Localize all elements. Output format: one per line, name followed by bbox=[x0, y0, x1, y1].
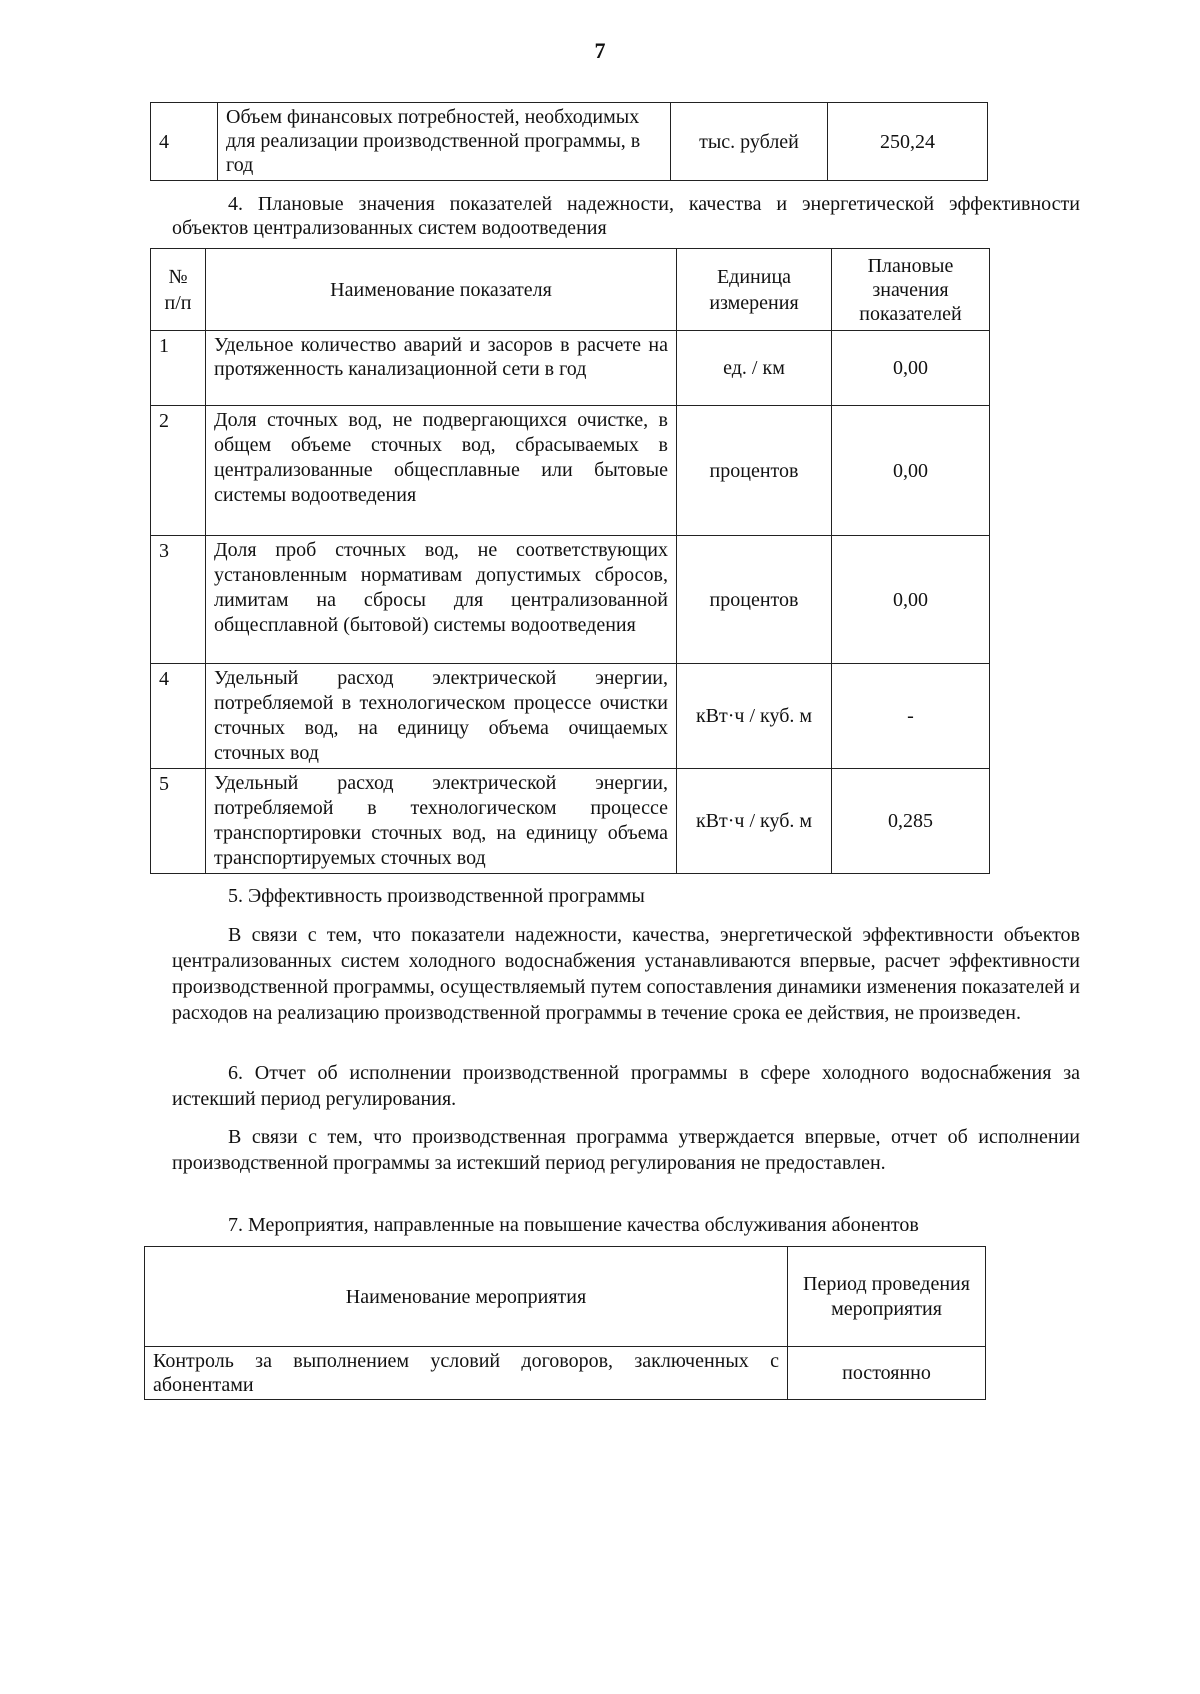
col-header-measure-period: Период проведения мероприятия bbox=[788, 1247, 986, 1347]
row-unit: процентов bbox=[677, 536, 832, 664]
row-value: 0,00 bbox=[832, 536, 990, 664]
row-name: Удельное количество аварий и засоров в расчете на протяженность канализационной сети в год bbox=[206, 331, 677, 406]
row-name: Доля проб сточных вод, не соответствующих установленным нормативам допустимых сбросов, лимитам на сбросы для централизованной общесплавной (бытовой) системы водоотведения bbox=[206, 536, 677, 664]
row-unit: процентов bbox=[677, 406, 832, 536]
table-header-row bbox=[145, 1247, 986, 1347]
row-unit: кВт·ч / куб. м bbox=[677, 664, 832, 769]
row-num: 4 bbox=[151, 664, 206, 769]
table-row bbox=[151, 103, 988, 181]
measures-table bbox=[144, 1246, 986, 1400]
table-row bbox=[151, 769, 990, 874]
section5-text: В связи с тем, что показатели надежности, качества, энергетической эффективности объектов централизованных систем холодного водоснабжения устанавливаются впервые, расчет эффективности производственной программы, осуществляемый путем сопоставления динамики изменения показателей и расходов на реализацию производственной программы в течение срока ее действия, не произведен. bbox=[172, 924, 1080, 1024]
row-num: 3 bbox=[151, 536, 206, 664]
page-number: 7 bbox=[594, 38, 606, 63]
col-header-unit: Единица измерения bbox=[677, 249, 832, 331]
row-unit: кВт·ч / куб. м bbox=[677, 769, 832, 874]
row-value: 0,00 bbox=[832, 406, 990, 536]
row-unit: ед. / км bbox=[677, 331, 832, 406]
row-value: - bbox=[832, 664, 990, 769]
finance-row-num: 4 bbox=[151, 103, 218, 181]
row-name: Удельный расход электрической энергии, потребляемой в технологическом процессе очистки сточных вод, на единицу объема очищаемых сточных вод bbox=[206, 664, 677, 769]
table-row bbox=[145, 1347, 986, 1400]
indicators-table bbox=[150, 248, 990, 874]
finance-row-value: 250,24 bbox=[828, 103, 988, 181]
row-value: 0,00 bbox=[832, 331, 990, 406]
col-header-value: Плановые значения показателей bbox=[832, 249, 990, 331]
section5-heading: 5. Эффективность производственной программы bbox=[228, 885, 645, 907]
row-num: 5 bbox=[151, 769, 206, 874]
finance-table bbox=[150, 102, 988, 181]
table-row bbox=[151, 536, 990, 664]
col-header-name: Наименование показателя bbox=[206, 249, 677, 331]
table-row bbox=[151, 664, 990, 769]
row-name: Доля сточных вод, не подвергающихся очистке, в общем объеме сточных вод, сбрасываемых в централизованные общесплавные или бытовые системы водоотведения bbox=[206, 406, 677, 536]
measure-period: постоянно bbox=[788, 1347, 986, 1400]
table-header-row bbox=[151, 249, 990, 331]
table-row bbox=[151, 406, 990, 536]
measure-name: Контроль за выполнением условий договоров, заключенных с абонентами bbox=[145, 1347, 788, 1400]
col-header-measure-name: Наименование мероприятия bbox=[145, 1247, 788, 1347]
row-num: 2 bbox=[151, 406, 206, 536]
section6-text: В связи с тем, что производственная программа утверждается впервые, отчет об исполнении производственной программы за истекший период регулирования не предоставлен. bbox=[172, 1126, 1080, 1174]
section6-heading: 6. Отчет об исполнении производственной программы в сфере холодного водоснабжения за истекший период регулирования. bbox=[172, 1062, 1080, 1110]
finance-row-name: Объем финансовых потребностей, необходимых для реализации производственной программы, в год bbox=[218, 103, 671, 181]
row-name: Удельный расход электрической энергии, потребляемой в технологическом процессе транспортировки сточных вод, на единицу объема транспортируемых сточных вод bbox=[206, 769, 677, 874]
section4-heading: 4. Плановые значения показателей надежности, качества и энергетической эффективности объектов централизованных систем водоотведения bbox=[172, 193, 1080, 239]
row-value: 0,285 bbox=[832, 769, 990, 874]
table-row bbox=[151, 331, 990, 406]
section7-heading: 7. Мероприятия, направленные на повышение качества обслуживания абонентов bbox=[228, 1214, 919, 1236]
col-header-num: № п/п bbox=[151, 249, 206, 331]
finance-row-unit: тыс. рублей bbox=[671, 103, 828, 181]
row-num: 1 bbox=[151, 331, 206, 406]
